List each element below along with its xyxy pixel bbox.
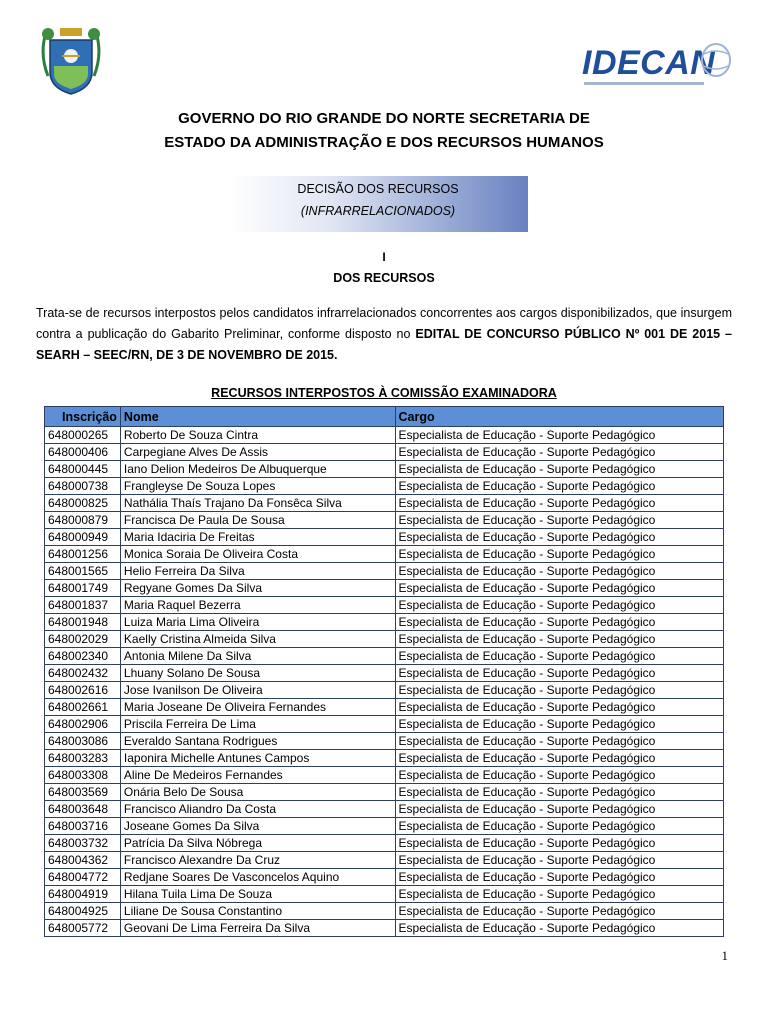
table-row bbox=[45, 597, 724, 614]
cell-cargo: Especialista de Educação - Suporte Pedagógico bbox=[395, 682, 723, 699]
cell-nome: Onária Belo De Sousa bbox=[120, 784, 395, 801]
government-title-line2: ESTADO DA ADMINISTRAÇÃO E DOS RECURSOS HUMANOS bbox=[164, 134, 604, 151]
cell-cargo: Especialista de Educação - Suporte Pedagógico bbox=[395, 631, 723, 648]
cell-nome: Francisco Alexandre Da Cruz bbox=[120, 852, 395, 869]
cell-inscricao: 648003308 bbox=[45, 767, 121, 784]
cell-nome: Nathália Thaís Trajano Da Fonsêca Silva bbox=[120, 495, 395, 512]
table-row bbox=[45, 427, 724, 444]
cell-cargo: Especialista de Educação - Suporte Pedagógico bbox=[395, 614, 723, 631]
cell-inscricao: 648003283 bbox=[45, 750, 121, 767]
table-row bbox=[45, 478, 724, 495]
cell-inscricao: 648005772 bbox=[45, 920, 121, 937]
idecan-logo-text: IDECAN bbox=[582, 44, 716, 82]
cell-nome: Liliane De Sousa Constantino bbox=[120, 903, 395, 920]
cell-inscricao: 648004772 bbox=[45, 869, 121, 886]
header-inscricao: Inscrição bbox=[45, 407, 121, 427]
cell-cargo: Especialista de Educação - Suporte Pedagógico bbox=[395, 733, 723, 750]
intro-paragraph bbox=[36, 303, 732, 366]
table-row bbox=[45, 665, 724, 682]
header-nome: Nome bbox=[120, 407, 395, 427]
cell-nome: Francisca De Paula De Sousa bbox=[120, 512, 395, 529]
cell-cargo: Especialista de Educação - Suporte Pedagógico bbox=[395, 478, 723, 495]
intro-paragraph-bold: EDITAL DE CONCURSO PÚBLICO Nº 001 DE 2015 – SEARH – SEEC/RN, DE 3 DE NOVEMBRO DE 2015. bbox=[36, 327, 732, 362]
decision-banner-subtitle: (INFRARRELACIONADOS) bbox=[300, 204, 456, 218]
cell-nome: Lhuany Solano De Sousa bbox=[120, 665, 395, 682]
cell-nome: Carpegiane Alves De Assis bbox=[120, 444, 395, 461]
table-row bbox=[45, 784, 724, 801]
cell-cargo: Especialista de Educação - Suporte Pedagógico bbox=[395, 580, 723, 597]
table-row bbox=[45, 580, 724, 597]
table-row bbox=[45, 631, 724, 648]
cell-nome: Patrícia Da Silva Nóbrega bbox=[120, 835, 395, 852]
cell-inscricao: 648003716 bbox=[45, 818, 121, 835]
cell-inscricao: 648004919 bbox=[45, 886, 121, 903]
table-header-row bbox=[45, 407, 724, 427]
cell-nome: Antonia Milene Da Silva bbox=[120, 648, 395, 665]
cell-inscricao: 648000879 bbox=[45, 512, 121, 529]
cell-nome: Geovani De Lima Ferreira Da Silva bbox=[120, 920, 395, 937]
cell-nome: Francisco Aliandro Da Costa bbox=[120, 801, 395, 818]
table-row bbox=[45, 835, 724, 852]
cell-cargo: Especialista de Educação - Suporte Pedagógico bbox=[395, 886, 723, 903]
cell-nome: Joseane Gomes Da Silva bbox=[120, 818, 395, 835]
cell-cargo: Especialista de Educação - Suporte Pedagógico bbox=[395, 427, 723, 444]
cell-inscricao: 648000825 bbox=[45, 495, 121, 512]
table-row bbox=[45, 512, 724, 529]
cell-cargo: Especialista de Educação - Suporte Pedagógico bbox=[395, 818, 723, 835]
cell-cargo: Especialista de Educação - Suporte Pedagógico bbox=[395, 444, 723, 461]
table-row bbox=[45, 869, 724, 886]
cell-inscricao: 648001837 bbox=[45, 597, 121, 614]
cell-nome: Monica Soraia De Oliveira Costa bbox=[120, 546, 395, 563]
cell-inscricao: 648002661 bbox=[45, 699, 121, 716]
table-row bbox=[45, 444, 724, 461]
cell-inscricao: 648000265 bbox=[45, 427, 121, 444]
cell-nome: Frangleyse De Souza Lopes bbox=[120, 478, 395, 495]
table-row bbox=[45, 852, 724, 869]
table-title-text: RECURSOS INTERPOSTOS À COMISSÃO EXAMINADORA bbox=[211, 386, 557, 400]
table-row bbox=[45, 529, 724, 546]
table-row bbox=[45, 750, 724, 767]
cell-nome: Hilana Tuila Lima De Souza bbox=[120, 886, 395, 903]
table-row bbox=[45, 546, 724, 563]
table-row bbox=[45, 495, 724, 512]
cell-cargo: Especialista de Educação - Suporte Pedagógico bbox=[395, 546, 723, 563]
cell-cargo: Especialista de Educação - Suporte Pedagógico bbox=[395, 750, 723, 767]
cell-inscricao: 648001948 bbox=[45, 614, 121, 631]
section-number: I bbox=[382, 250, 386, 264]
table-row bbox=[45, 563, 724, 580]
table-row bbox=[45, 682, 724, 699]
cell-inscricao: 648000949 bbox=[45, 529, 121, 546]
idecan-logo-underline bbox=[584, 82, 704, 85]
cell-nome: Helio Ferreira Da Silva bbox=[120, 563, 395, 580]
cell-inscricao: 648002432 bbox=[45, 665, 121, 682]
cell-nome: Iaponira Michelle Antunes Campos bbox=[120, 750, 395, 767]
cell-inscricao: 648002906 bbox=[45, 716, 121, 733]
table-row bbox=[45, 648, 724, 665]
cell-inscricao: 648002029 bbox=[45, 631, 121, 648]
cell-nome: Roberto De Souza Cintra bbox=[120, 427, 395, 444]
cell-nome: Luiza Maria Lima Oliveira bbox=[120, 614, 395, 631]
table-row bbox=[45, 716, 724, 733]
cell-cargo: Especialista de Educação - Suporte Pedagógico bbox=[395, 784, 723, 801]
rn-state-crest-icon bbox=[40, 26, 102, 98]
table-row bbox=[45, 767, 724, 784]
cell-inscricao: 648002340 bbox=[45, 648, 121, 665]
cell-nome: Maria Raquel Bezerra bbox=[120, 597, 395, 614]
table-row bbox=[45, 903, 724, 920]
cell-nome: Everaldo Santana Rodrigues bbox=[120, 733, 395, 750]
cell-inscricao: 648004362 bbox=[45, 852, 121, 869]
cell-cargo: Especialista de Educação - Suporte Pedagógico bbox=[395, 648, 723, 665]
cell-inscricao: 648001256 bbox=[45, 546, 121, 563]
table-row bbox=[45, 818, 724, 835]
table-title bbox=[0, 386, 768, 400]
cell-cargo: Especialista de Educação - Suporte Pedagógico bbox=[395, 869, 723, 886]
cell-inscricao: 648001749 bbox=[45, 580, 121, 597]
table-row bbox=[45, 699, 724, 716]
appeals-table bbox=[44, 406, 724, 937]
cell-inscricao: 648003648 bbox=[45, 801, 121, 818]
cell-nome: Jose Ivanilson De Oliveira bbox=[120, 682, 395, 699]
cell-cargo: Especialista de Educação - Suporte Pedagógico bbox=[395, 699, 723, 716]
cell-inscricao: 648003732 bbox=[45, 835, 121, 852]
table-row bbox=[45, 920, 724, 937]
table-row bbox=[45, 886, 724, 903]
cell-cargo: Especialista de Educação - Suporte Pedagógico bbox=[395, 920, 723, 937]
cell-cargo: Especialista de Educação - Suporte Pedagógico bbox=[395, 512, 723, 529]
page-number: 1 bbox=[721, 948, 728, 963]
cell-nome: Maria Joseane De Oliveira Fernandes bbox=[120, 699, 395, 716]
cell-inscricao: 648000738 bbox=[45, 478, 121, 495]
header-cargo: Cargo bbox=[395, 407, 723, 427]
cell-cargo: Especialista de Educação - Suporte Pedagógico bbox=[395, 665, 723, 682]
cell-cargo: Especialista de Educação - Suporte Pedagógico bbox=[395, 597, 723, 614]
table-row bbox=[45, 801, 724, 818]
cell-inscricao: 648000445 bbox=[45, 461, 121, 478]
cell-inscricao: 648003569 bbox=[45, 784, 121, 801]
cell-inscricao: 648004925 bbox=[45, 903, 121, 920]
cell-cargo: Especialista de Educação - Suporte Pedagógico bbox=[395, 767, 723, 784]
cell-cargo: Especialista de Educação - Suporte Pedagógico bbox=[395, 716, 723, 733]
cell-nome: Maria Idaciria De Freitas bbox=[120, 529, 395, 546]
section-title: DOS RECURSOS bbox=[333, 271, 435, 285]
cell-cargo: Especialista de Educação - Suporte Pedagógico bbox=[395, 835, 723, 852]
cell-nome: Aline De Medeiros Fernandes bbox=[120, 767, 395, 784]
idecan-globe-icon bbox=[700, 42, 732, 78]
intro-paragraph-text: Trata-se de recursos interpostos pelos candidatos infrarrelacionados concorrentes aos cargos disponibilizados, que insurgem contra a publicação do Gabarito Preliminar, conforme disposto no bbox=[36, 306, 732, 341]
table-row bbox=[45, 733, 724, 750]
cell-cargo: Especialista de Educação - Suporte Pedagógico bbox=[395, 563, 723, 580]
cell-cargo: Especialista de Educação - Suporte Pedagógico bbox=[395, 852, 723, 869]
decision-banner-title: DECISÃO DOS RECURSOS bbox=[297, 182, 459, 196]
cell-cargo: Especialista de Educação - Suporte Pedagógico bbox=[395, 461, 723, 478]
cell-cargo: Especialista de Educação - Suporte Pedagógico bbox=[395, 495, 723, 512]
cell-cargo: Especialista de Educação - Suporte Pedagógico bbox=[395, 801, 723, 818]
cell-nome: Regyane Gomes Da Silva bbox=[120, 580, 395, 597]
cell-inscricao: 648002616 bbox=[45, 682, 121, 699]
idecan-logo bbox=[582, 38, 732, 94]
cell-cargo: Especialista de Educação - Suporte Pedagógico bbox=[395, 529, 723, 546]
cell-inscricao: 648003086 bbox=[45, 733, 121, 750]
cell-nome: Kaelly Cristina Almeida Silva bbox=[120, 631, 395, 648]
cell-cargo: Especialista de Educação - Suporte Pedagógico bbox=[395, 903, 723, 920]
cell-inscricao: 648000406 bbox=[45, 444, 121, 461]
cell-nome: Priscila Ferreira De Lima bbox=[120, 716, 395, 733]
cell-inscricao: 648001565 bbox=[45, 563, 121, 580]
cell-nome: Iano Delion Medeiros De Albuquerque bbox=[120, 461, 395, 478]
table-row bbox=[45, 461, 724, 478]
table-row bbox=[45, 614, 724, 631]
cell-nome: Redjane Soares De Vasconcelos Aquino bbox=[120, 869, 395, 886]
government-title-line1: GOVERNO DO RIO GRANDE DO NORTE SECRETARIA DE bbox=[178, 110, 590, 127]
